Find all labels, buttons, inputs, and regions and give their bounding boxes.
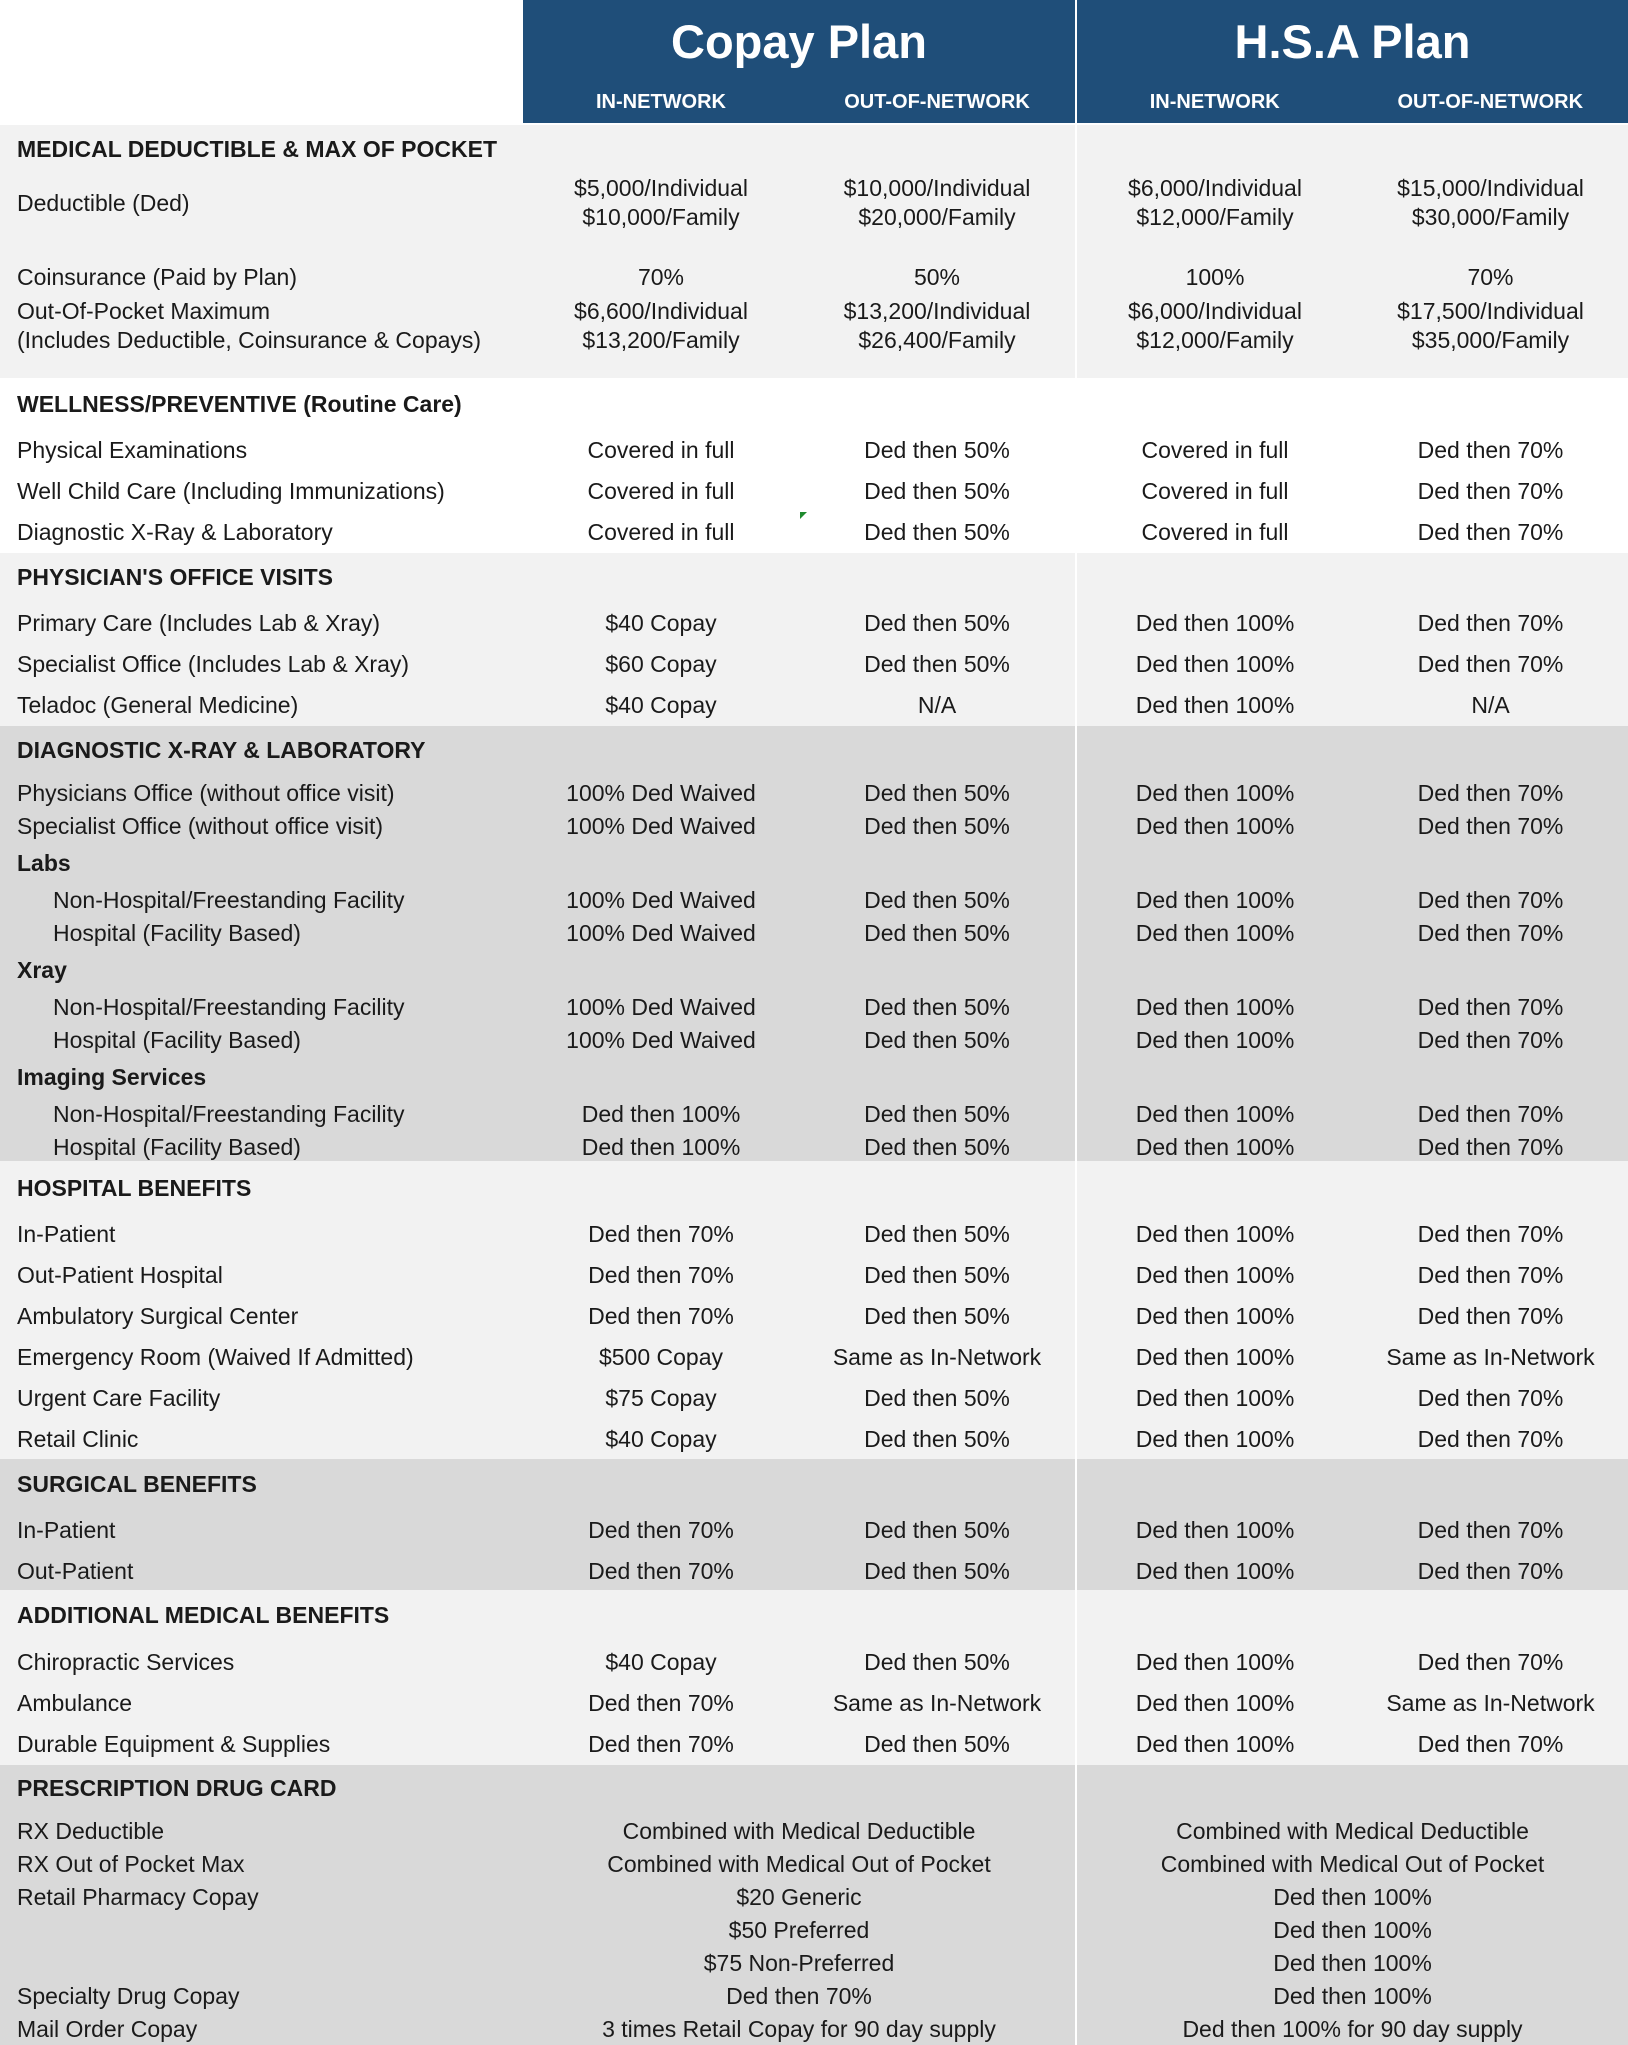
benefit-value: Ded then 50% [864,1221,1010,1247]
row-label: Well Child Care (Including Immunizations) [17,478,445,504]
benefit-value: Ded then 50% [864,813,1010,839]
row-label: Retail Clinic [17,1426,139,1452]
benefit-value: Ded then 100% [1135,610,1295,636]
plan-title: H.S.A Plan [1234,15,1471,68]
benefit-value: Ded then 100% [1135,1344,1295,1370]
benefit-value: Ded then 50% [864,1027,1010,1053]
benefit-value: Ded then 100% [1273,1950,1432,1976]
benefit-value: Covered in full [1141,519,1289,545]
benefit-value: Ded then 70% [1417,519,1564,545]
row-label: Specialty Drug Copay [17,1983,240,2009]
benefit-value: Ded then 100% [1135,1385,1295,1411]
benefit-value: Ded then 50% [864,1731,1010,1757]
benefit-value: $50 Preferred [728,1917,870,1943]
benefit-value: Ded then 70% [1417,1303,1564,1329]
row-label: Specialist Office (without office visit) [17,813,384,839]
benefit-value: Ded then 50% [864,437,1010,463]
benefit-value: Ded then 100% [1273,1983,1432,2009]
row-label: Hospital (Facility Based) [53,1134,301,1160]
benefit-value: $40 Copay [605,1426,717,1452]
benefit-value: Ded then 50% [864,478,1010,504]
benefit-value: Ded then 100% [1273,1884,1432,1910]
benefit-value: Ded then 70% [1417,1134,1564,1160]
column-header-out-of-network: OUT-OF-NETWORK [844,91,1030,113]
row-label: Non-Hospital/Freestanding Facility [53,887,405,913]
benefit-value: $17,500/Individual [1397,298,1584,324]
benefit-value: Ded then 70% [1417,780,1564,806]
benefit-value: Ded then 100% [1135,1731,1295,1757]
section-title: WELLNESS/PREVENTIVE (Routine Care) [17,391,462,417]
benefit-value: Ded then 100% [1135,1690,1295,1716]
benefit-value: 100% Ded Waived [566,780,756,806]
benefit-value: Ded then 70% [1417,478,1564,504]
subsection-label: Labs [17,850,71,876]
row-label: Primary Care (Includes Lab & Xray) [17,610,381,636]
section-title: SURGICAL BENEFITS [17,1471,257,1497]
section-0 [0,125,1628,378]
benefit-value: Ded then 100% [1135,887,1295,913]
benefit-value: Ded then 100% [1135,692,1295,718]
benefit-value: $15,000/Individual [1397,175,1584,201]
benefit-value: Ded then 100% [1135,1262,1295,1288]
benefit-value: Ded then 50% [864,1262,1010,1288]
benefit-value: $75 Non-Preferred [703,1950,895,1976]
row-label: Out-Patient Hospital [17,1262,223,1288]
benefit-value: Ded then 50% [864,651,1010,677]
benefit-value: Ded then 100% [1135,920,1295,946]
benefit-value: $13,200/Individual [843,298,1031,324]
benefit-value: N/A [1471,692,1510,718]
benefit-value: $20,000/Family [858,204,1016,230]
benefit-value: Ded then 70% [588,1558,734,1584]
benefit-value: Ded then 50% [864,1101,1010,1127]
section-title: ADDITIONAL MEDICAL BENEFITS [17,1602,390,1628]
row-label: Out-Patient [17,1558,134,1584]
benefit-value: Ded then 70% [1417,610,1564,636]
row-label: Deductible (Ded) [17,190,190,216]
benefit-value: $10,000/Family [582,204,740,230]
benefit-value: 70% [637,264,685,290]
benefit-value: Ded then 70% [1417,1517,1564,1543]
benefit-value: 50% [913,264,961,290]
benefit-value: Same as In-Network [832,1344,1042,1370]
benefit-value: 100% Ded Waived [566,887,756,913]
row-label: Chiropractic Services [17,1649,235,1675]
section-title: MEDICAL DEDUCTIBLE & MAX OF POCKET [17,136,498,162]
benefit-value: $40 Copay [605,692,717,718]
row-label: Durable Equipment & Supplies [17,1731,331,1757]
benefit-value: Ded then 50% [864,780,1010,806]
benefit-value: $30,000/Family [1411,204,1570,230]
benefit-value: Combined with Medical Out of Pocket [607,1851,991,1877]
benefit-value: $26,400/Family [858,327,1016,353]
benefit-value: 100% Ded Waived [566,994,756,1020]
benefit-value: $75 Copay [605,1385,717,1411]
row-label: Non-Hospital/Freestanding Facility [53,994,405,1020]
benefit-value: $12,000/Family [1136,204,1294,230]
section-2 [0,553,1628,726]
benefit-value: Same as In-Network [1386,1690,1595,1716]
row-label: Ambulatory Surgical Center [17,1303,299,1329]
benefit-value: Combined with Medical Deductible [622,1818,976,1844]
benefit-value: Ded then 100% [1135,651,1295,677]
section-title: HOSPITAL BENEFITS [17,1175,252,1201]
benefit-value: Ded then 100% [1135,780,1295,806]
subsection-label: Imaging Services [17,1064,207,1090]
row-label: Physicians Office (without office visit) [17,780,395,806]
benefit-value: Covered in full [1141,437,1289,463]
benefit-value: Ded then 70% [588,1221,734,1247]
benefit-value: Ded then 100% [1135,1101,1295,1127]
benefit-value: Ded then 100% [1135,994,1295,1020]
row-label: In-Patient [17,1221,116,1247]
benefit-value: Ded then 100% [581,1134,741,1160]
column-header-in-network: IN-NETWORK [596,91,726,113]
benefit-value: Ded then 50% [864,1517,1010,1543]
section-title: PHYSICIAN'S OFFICE VISITS [17,564,334,590]
benefit-value: 100% Ded Waived [566,920,756,946]
benefit-value: $60 Copay [605,651,717,677]
benefit-value: $6,000/Individual [1128,298,1302,324]
benefit-value: Ded then 100% [1273,1917,1432,1943]
row-label: Urgent Care Facility [17,1385,221,1411]
section-1 [0,378,1628,553]
row-label: Specialist Office (Includes Lab & Xray) [17,651,410,677]
row-label: Diagnostic X-Ray & Laboratory [17,519,333,545]
benefit-value: 100% [1185,264,1245,290]
benefit-value: $6,000/Individual [1128,175,1302,201]
benefit-value: 70% [1467,264,1514,290]
benefit-value: Ded then 50% [864,1426,1010,1452]
section-title: DIAGNOSTIC X-RAY & LABORATORY [17,737,426,763]
row-label: Ambulance [17,1690,133,1716]
benefit-value: Ded then 50% [864,994,1010,1020]
benefit-value: Same as In-Network [1386,1344,1595,1370]
benefit-value: $13,200/Family [582,327,740,353]
benefit-value: Ded then 100% [1135,1558,1295,1584]
benefit-value: Ded then 100% [1135,1134,1295,1160]
benefit-value: $40 Copay [605,610,717,636]
benefit-value: Ded then 70% [1417,1558,1564,1584]
benefit-value: $500 Copay [598,1344,724,1370]
row-label: (Includes Deductible, Coinsurance & Copays) [17,327,482,353]
benefit-value: Ded then 70% [588,1303,734,1329]
row-label: Retail Pharmacy Copay [17,1884,259,1910]
row-label: Hospital (Facility Based) [53,920,301,946]
benefit-value: Ded then 70% [1417,1027,1564,1053]
plan-title: Copay Plan [671,15,927,68]
benefit-value: Ded then 70% [588,1262,734,1288]
benefit-value: Ded then 70% [1417,1649,1564,1675]
benefit-value: 100% Ded Waived [566,813,756,839]
benefit-value: Ded then 100% [1135,1221,1295,1247]
row-label: Emergency Room (Waived If Admitted) [17,1344,414,1370]
benefit-value: Ded then 50% [864,1134,1010,1160]
section-5 [0,1459,1628,1590]
benefit-value: Ded then 100% [1135,1027,1295,1053]
header-hsa-plan [1077,0,1628,123]
benefit-value: Ded then 50% [864,610,1010,636]
benefit-value: Ded then 50% [864,920,1010,946]
benefit-value: Ded then 70% [1417,1262,1564,1288]
benefit-value: Ded then 70% [588,1731,734,1757]
benefit-value: $12,000/Family [1136,327,1294,353]
row-label: Physical Examinations [17,437,248,463]
benefit-value: Ded then 50% [864,1649,1010,1675]
benefit-value: Ded then 100% [581,1101,741,1127]
benefit-value: Covered in full [587,437,735,463]
benefit-value: Combined with Medical Out of Pocket [1160,1851,1545,1877]
benefit-value: Covered in full [587,519,735,545]
benefit-value: Ded then 100% [1135,813,1295,839]
row-label: RX Out of Pocket Max [17,1851,245,1877]
benefit-value: Ded then 70% [1417,437,1564,463]
benefit-value: N/A [917,692,957,718]
benefit-value: Ded then 70% [1417,813,1564,839]
benefit-value: $35,000/Family [1411,327,1570,353]
row-label: In-Patient [17,1517,116,1543]
benefit-value: Ded then 100% [1135,1303,1295,1329]
benefit-value: Ded then 50% [864,1303,1010,1329]
benefit-value: $20 Generic [736,1884,862,1910]
column-header-in-network: IN-NETWORK [1149,91,1280,113]
benefit-value: $5,000/Individual [574,175,748,201]
benefit-value: 100% Ded Waived [566,1027,756,1053]
row-label: Coinsurance (Paid by Plan) [17,264,297,290]
section-4 [0,1161,1628,1459]
benefit-value: Ded then 100% [1135,1517,1295,1543]
benefit-value: Ded then 100% [1135,1426,1295,1452]
benefit-value: Ded then 70% [1417,1731,1564,1757]
benefit-value: Ded then 70% [1417,920,1564,946]
benefit-value: Ded then 70% [1417,1101,1564,1127]
benefit-value: Covered in full [587,478,735,504]
benefit-value: Ded then 70% [1417,994,1564,1020]
benefit-value: Combined with Medical Deductible [1176,1818,1529,1844]
section-6 [0,1590,1628,1765]
benefit-value: $40 Copay [605,1649,717,1675]
benefit-value: Ded then 70% [588,1690,734,1716]
benefit-value: $6,600/Individual [574,298,748,324]
benefit-value: Ded then 100% [1135,1649,1295,1675]
benefit-value: 3 times Retail Copay for 90 day supply [602,2016,996,2042]
benefit-value: Ded then 70% [1417,887,1564,913]
header-copay-plan [523,0,1075,123]
section-7 [0,1765,1628,2045]
benefit-value: Ded then 50% [864,519,1010,545]
section-3 [0,726,1628,1161]
row-label: Out-Of-Pocket Maximum [17,298,271,324]
benefit-value: Covered in full [1141,478,1289,504]
benefit-value: Ded then 70% [1417,1385,1564,1411]
benefit-value: Ded then 50% [864,1385,1010,1411]
row-label: RX Deductible [17,1818,165,1844]
section-title: PRESCRIPTION DRUG CARD [17,1775,337,1801]
column-header-out-of-network: OUT-OF-NETWORK [1397,91,1584,113]
benefit-value: Ded then 50% [864,887,1010,913]
benefit-value: $10,000/Individual [843,175,1031,201]
benefit-value: Ded then 70% [1417,1426,1564,1452]
benefit-value: Ded then 70% [1417,651,1564,677]
row-label: Hospital (Facility Based) [53,1027,301,1053]
row-label: Teladoc (General Medicine) [17,692,299,718]
benefit-value: Ded then 70% [726,1983,872,2009]
row-label: Mail Order Copay [17,2016,198,2042]
benefit-value: Ded then 70% [588,1517,734,1543]
subsection-label: Xray [17,957,67,983]
benefit-value: Ded then 50% [864,1558,1010,1584]
benefit-value: Ded then 100% for 90 day supply [1182,2016,1523,2042]
row-label: Non-Hospital/Freestanding Facility [53,1101,405,1127]
benefit-value: Same as In-Network [832,1690,1042,1716]
benefit-value: Ded then 70% [1417,1221,1564,1247]
